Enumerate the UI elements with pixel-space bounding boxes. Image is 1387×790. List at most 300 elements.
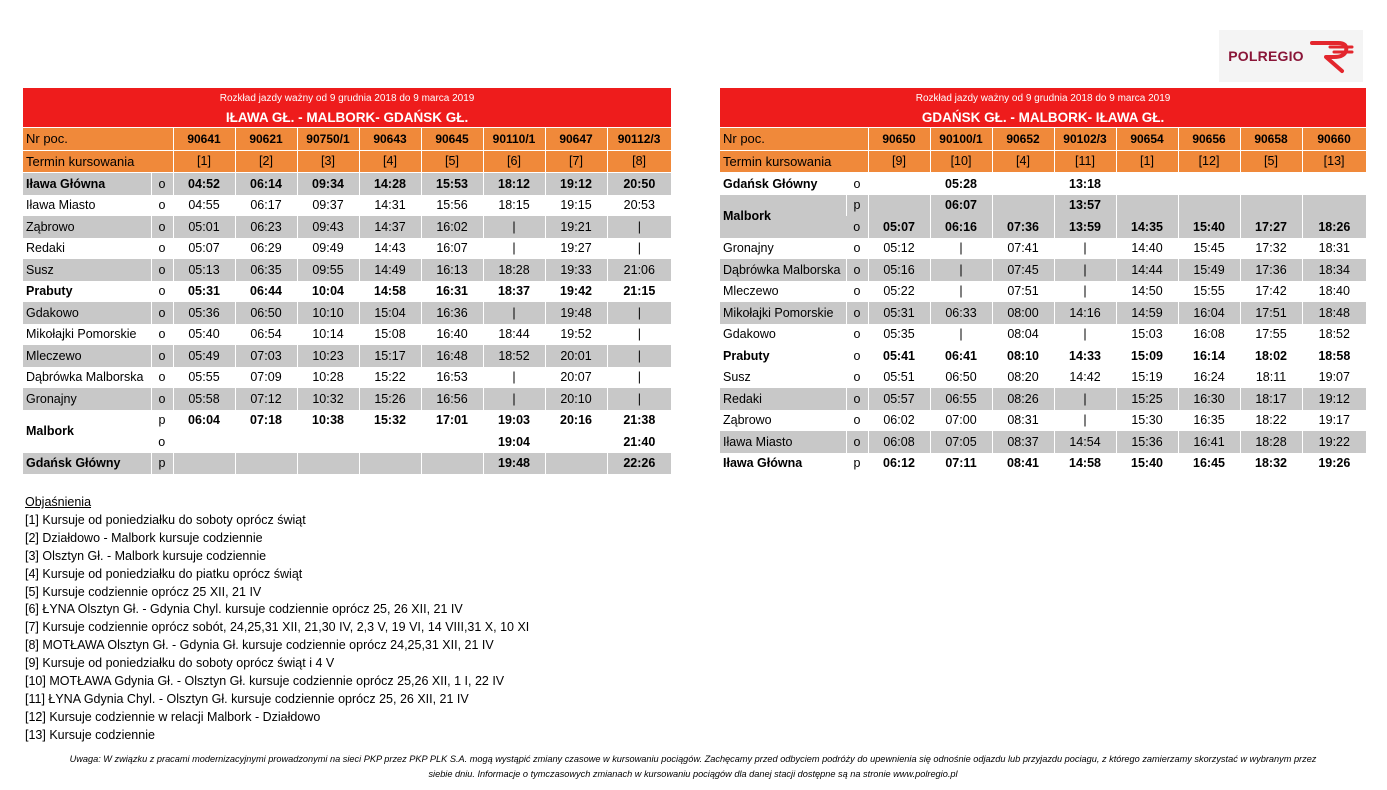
- time-cell: [545, 431, 607, 453]
- time-cell: 18:48: [1302, 302, 1366, 324]
- train-number: 90110/1: [483, 128, 545, 151]
- polregio-mark-icon: [1308, 37, 1354, 75]
- train-number: 90652: [992, 128, 1054, 151]
- time-cell: 19:42: [545, 281, 607, 303]
- explanation-item: [9] Kursuje od poniedziałku do soboty oprócz świąt i 4 V: [25, 656, 335, 671]
- time-cell: 18:15: [483, 195, 545, 217]
- time-cell: 18:17: [1240, 388, 1302, 410]
- time-cell: 20:50: [607, 173, 671, 195]
- footer-note: [28, 752, 1358, 782]
- station-name: Iława Miasto: [720, 431, 846, 453]
- station-name: Mleczewo: [723, 284, 779, 299]
- station-name: Ząbrowo: [723, 413, 772, 428]
- time-cell: 05:22: [868, 281, 930, 303]
- time-cell: 16:07: [421, 238, 483, 260]
- station-name: Gdakowo: [23, 302, 151, 324]
- days-code: [4]: [359, 150, 421, 173]
- time-cell: [1240, 195, 1302, 217]
- time-cell: 16:13: [421, 259, 483, 281]
- time-cell: 15:36: [1116, 431, 1178, 453]
- time-cell: 18:34: [1302, 259, 1366, 281]
- explanation-item: [13] Kursuje codziennie: [25, 727, 155, 742]
- time-cell: 14:54: [1054, 431, 1116, 453]
- time-cell: 06:33: [930, 302, 992, 324]
- train-number: 90650: [868, 128, 930, 151]
- time-cell: 05:01: [173, 216, 235, 238]
- train-number: 90100/1: [930, 128, 992, 151]
- timetable-row: [23, 345, 671, 367]
- time-cell: 18:26: [1302, 216, 1366, 238]
- timetable-row: [720, 238, 1366, 260]
- time-cell: [173, 431, 235, 453]
- time-cell: 20:16: [545, 410, 607, 432]
- time-cell: 06:44: [235, 281, 297, 303]
- time-cell: 06:08: [868, 431, 930, 453]
- time-cell: 18:32: [1240, 453, 1302, 475]
- time-cell: 20:01: [545, 345, 607, 367]
- time-cell: 18:02: [1240, 345, 1302, 367]
- time-cell: 19:48: [545, 302, 607, 324]
- station-name: Mikołajki Pomorskie: [720, 302, 846, 324]
- days-label: Termin kursowania: [720, 150, 868, 173]
- timetable-row: [720, 410, 1366, 432]
- time-cell: |: [930, 238, 992, 260]
- time-cell: 10:28: [297, 367, 359, 389]
- arrival-departure-marker: o: [846, 302, 868, 324]
- explanation-item: [8] MOTŁAWA Olsztyn Gł. - Gdynia Gł. kursuje codziennie oprócz 24,25,31 XII, 21 IV: [25, 638, 494, 653]
- time-cell: 15:45: [1178, 238, 1240, 260]
- time-cell: 04:52: [173, 173, 235, 195]
- time-cell: 07:36: [992, 216, 1054, 238]
- station-name: Mikołajki Pomorskie: [26, 327, 137, 342]
- arrival-departure-marker: p: [846, 453, 868, 475]
- arrival-departure-marker: o: [846, 281, 868, 303]
- time-cell: 06:35: [235, 259, 297, 281]
- time-cell: 08:00: [992, 302, 1054, 324]
- time-cell: 16:35: [1178, 410, 1240, 432]
- time-cell: 18:37: [483, 281, 545, 303]
- time-cell: 14:42: [1054, 367, 1116, 389]
- time-cell: 19:12: [1302, 388, 1366, 410]
- train-number: 90641: [173, 128, 235, 151]
- time-cell: 05:36: [173, 302, 235, 324]
- time-cell: 19:03: [483, 410, 545, 432]
- arrival-departure-marker: o: [846, 367, 868, 389]
- time-cell: [868, 195, 930, 217]
- time-cell: 15:26: [359, 388, 421, 410]
- time-cell: 20:53: [607, 195, 671, 217]
- explanation-item: [3] Olsztyn Gł. - Malbork kursuje codziennie: [25, 548, 267, 563]
- timetable-row: [23, 324, 671, 346]
- time-cell: 05:35: [868, 324, 930, 346]
- station-name: Susz: [723, 370, 751, 385]
- train-number-row: [23, 128, 671, 151]
- time-cell: 05:51: [868, 367, 930, 389]
- time-cell: 15:17: [359, 345, 421, 367]
- time-cell: 15:49: [1178, 259, 1240, 281]
- time-cell: 21:15: [607, 281, 671, 303]
- arrival-departure-marker: o: [151, 281, 173, 303]
- arrival-departure-marker: o: [151, 173, 173, 195]
- station-name: Gdakowo: [723, 327, 776, 342]
- arrival-departure-marker: o: [158, 434, 166, 449]
- time-cell: |: [607, 388, 671, 410]
- station-name: Dąbrówka Malborska: [26, 370, 144, 385]
- time-cell: 08:41: [992, 453, 1054, 475]
- time-cell: |: [483, 216, 545, 238]
- time-cell: 05:55: [173, 367, 235, 389]
- time-cell: 21:06: [607, 259, 671, 281]
- arrival-departure-marker: o: [151, 324, 173, 346]
- time-cell: 05:49: [173, 345, 235, 367]
- time-cell: 06:29: [235, 238, 297, 260]
- time-cell: 10:10: [297, 302, 359, 324]
- explanation-item: [11] ŁYNA Gdynia Chyl. - Olsztyn Gł. kursuje codziennie oprócz 25, 26 XII, 21 IV: [25, 691, 469, 706]
- time-cell: 05:28: [930, 173, 992, 195]
- time-cell: 16:31: [421, 281, 483, 303]
- timetable-row: [720, 431, 1366, 453]
- days-label: Termin kursowania: [23, 150, 173, 173]
- time-cell: 07:03: [235, 345, 297, 367]
- time-cell: 15:19: [1116, 367, 1178, 389]
- time-cell: |: [483, 367, 545, 389]
- time-cell: 06:17: [235, 195, 297, 217]
- time-cell: 16:53: [421, 367, 483, 389]
- arrival-departure-marker: o: [151, 216, 173, 238]
- time-cell: |: [1054, 324, 1116, 346]
- time-cell: 04:55: [173, 195, 235, 217]
- time-cell: 14:16: [1054, 302, 1116, 324]
- explanation-item: [12] Kursuje codziennie w relacji Malbork - Działdowo: [25, 709, 321, 724]
- time-cell: 06:16: [930, 216, 992, 238]
- time-cell: 18:28: [1240, 431, 1302, 453]
- days-code: [1]: [1116, 150, 1178, 173]
- time-cell: 08:37: [992, 431, 1054, 453]
- time-cell: 09:37: [297, 195, 359, 217]
- train-number-row: [720, 128, 1366, 151]
- train-number: 90654: [1116, 128, 1178, 151]
- time-cell: |: [483, 302, 545, 324]
- time-cell: 06:23: [235, 216, 297, 238]
- time-cell: 18:40: [1302, 281, 1366, 303]
- time-cell: |: [930, 259, 992, 281]
- time-cell: 10:23: [297, 345, 359, 367]
- arrival-departure-marker: o: [151, 195, 173, 217]
- time-cell: |: [483, 388, 545, 410]
- time-cell: 16:41: [1178, 431, 1240, 453]
- time-cell: 09:43: [297, 216, 359, 238]
- arrival-departure-marker: o: [846, 173, 868, 195]
- timetable-row: [23, 388, 671, 410]
- time-cell: [992, 173, 1054, 195]
- time-cell: [1178, 195, 1240, 217]
- time-cell: 06:50: [930, 367, 992, 389]
- days-row: [720, 150, 1366, 173]
- time-cell: 14:28: [359, 173, 421, 195]
- time-cell: [235, 431, 297, 453]
- train-number: 90112/3: [607, 128, 671, 151]
- time-cell: [421, 431, 483, 453]
- time-cell: |: [1054, 388, 1116, 410]
- time-cell: 06:55: [930, 388, 992, 410]
- time-cell: |: [930, 324, 992, 346]
- footer-line-1: Uwaga: W związku z pracami modernizacyjnymi prowadzonymi na sieci PKP przez PKP PLK S.A. mogą wystąpić zmiany czasowe w kursowaniu pociągów. Zachęcamy przed odbyciem podróży do upewnienia się odnośnie odjazdu lub przyjazdu pociagu, z którego zamierzamy skorzystać w wybranym przez: [69, 754, 1317, 764]
- time-cell: 10:04: [297, 281, 359, 303]
- time-cell: 16:36: [421, 302, 483, 324]
- timetable-ilawa-gdansk: [23, 88, 672, 474]
- time-cell: 17:42: [1240, 281, 1302, 303]
- explanations-heading: Objaśnienia: [25, 495, 92, 509]
- time-cell: 05:58: [173, 388, 235, 410]
- time-cell: 15:32: [359, 410, 421, 432]
- station-name: Susz: [23, 259, 151, 281]
- timetable-row: [720, 259, 1366, 281]
- time-cell: 15:04: [359, 302, 421, 324]
- arrival-departure-marker: o: [846, 324, 868, 346]
- explanation-item: [5] Kursuje codziennie oprócz 25 XII, 21 IV: [25, 584, 262, 599]
- station-name: Ząbrowo: [23, 216, 151, 238]
- time-cell: 07:00: [930, 410, 992, 432]
- time-cell: 09:55: [297, 259, 359, 281]
- arrival-departure-marker: o: [151, 259, 173, 281]
- time-cell: 20:07: [545, 367, 607, 389]
- time-cell: [359, 431, 421, 453]
- time-cell: 07:09: [235, 367, 297, 389]
- days-code: [2]: [235, 150, 297, 173]
- time-cell: 19:33: [545, 259, 607, 281]
- train-number: 90645: [421, 128, 483, 151]
- time-cell: 07:45: [992, 259, 1054, 281]
- timetable-row: [720, 324, 1366, 346]
- days-code: [10]: [930, 150, 992, 173]
- station-name: Gdańsk Główny: [723, 176, 818, 191]
- explanation-item: [2] Działdowo - Malbork kursuje codziennie: [25, 530, 263, 545]
- time-cell: 05:41: [868, 345, 930, 367]
- time-cell: 06:54: [235, 324, 297, 346]
- timetable-row: [720, 345, 1366, 367]
- station-name: Dąbrówka Malborska: [720, 259, 846, 281]
- time-cell: 15:08: [359, 324, 421, 346]
- time-cell: 16:24: [1178, 367, 1240, 389]
- time-cell: 14:43: [359, 238, 421, 260]
- time-cell: 10:32: [297, 388, 359, 410]
- time-cell: 19:52: [545, 324, 607, 346]
- time-cell: 18:58: [1302, 345, 1366, 367]
- time-cell: [359, 453, 421, 475]
- time-cell: 07:05: [930, 431, 992, 453]
- time-cell: 18:31: [1302, 238, 1366, 260]
- timetable-row: [23, 453, 671, 475]
- route-title: IŁAWA GŁ. - MALBORK- GDAŃSK GŁ.: [23, 108, 671, 128]
- time-cell: 08:31: [992, 410, 1054, 432]
- time-cell: 18:12: [483, 173, 545, 195]
- time-cell: 15:53: [421, 173, 483, 195]
- timetable-row: [720, 367, 1366, 389]
- station-name: Gdańsk Główny: [23, 453, 151, 475]
- time-cell: [868, 173, 930, 195]
- time-cell: 14:49: [359, 259, 421, 281]
- time-cell: 14:58: [359, 281, 421, 303]
- timetable-row: [23, 302, 671, 324]
- time-cell: 16:02: [421, 216, 483, 238]
- timetable-row: [23, 195, 671, 217]
- train-number: 90643: [359, 128, 421, 151]
- validity-text: Rozkład jazdy ważny od 9 grudnia 2018 do 9 marca 2019: [23, 88, 671, 108]
- route-title: GDAŃSK GŁ. - MALBORK- IŁAWA GŁ.: [720, 108, 1366, 128]
- time-cell: [235, 453, 297, 475]
- time-cell: 16:08: [1178, 324, 1240, 346]
- timetable-gdansk-ilawa: [720, 88, 1367, 474]
- time-cell: 18:44: [483, 324, 545, 346]
- train-number: 90621: [235, 128, 297, 151]
- time-cell: 16:48: [421, 345, 483, 367]
- time-cell: 19:12: [545, 173, 607, 195]
- time-cell: 16:56: [421, 388, 483, 410]
- time-cell: 14:33: [1054, 345, 1116, 367]
- time-cell: [297, 431, 359, 453]
- time-cell: |: [607, 302, 671, 324]
- time-cell: 18:11: [1240, 367, 1302, 389]
- train-number: 90660: [1302, 128, 1366, 151]
- time-cell: 17:27: [1240, 216, 1302, 238]
- time-cell: 14:40: [1116, 238, 1178, 260]
- time-cell: |: [1054, 238, 1116, 260]
- days-row: [23, 150, 671, 173]
- time-cell: 14:50: [1116, 281, 1178, 303]
- time-cell: 08:04: [992, 324, 1054, 346]
- days-code: [12]: [1178, 150, 1240, 173]
- time-cell: 06:02: [868, 410, 930, 432]
- time-cell: 15:09: [1116, 345, 1178, 367]
- timetable-row: [23, 238, 671, 260]
- time-cell: [1240, 173, 1302, 195]
- time-cell: 07:18: [235, 410, 297, 432]
- days-code: [1]: [173, 150, 235, 173]
- time-cell: 05:13: [173, 259, 235, 281]
- train-number: 90656: [1178, 128, 1240, 151]
- time-cell: |: [607, 345, 671, 367]
- station-name: Mleczewo: [23, 345, 151, 367]
- arrival-departure-marker: o: [151, 345, 173, 367]
- time-cell: 05:57: [868, 388, 930, 410]
- time-cell: 13:57: [1054, 195, 1116, 217]
- time-cell: 14:31: [359, 195, 421, 217]
- time-cell: 14:37: [359, 216, 421, 238]
- time-cell: 16:45: [1178, 453, 1240, 475]
- time-cell: 16:40: [421, 324, 483, 346]
- time-cell: |: [607, 324, 671, 346]
- time-cell: 06:50: [235, 302, 297, 324]
- days-code: [7]: [545, 150, 607, 173]
- validity-text: Rozkład jazdy ważny od 9 grudnia 2018 do 9 marca 2019: [720, 88, 1366, 108]
- time-cell: 17:36: [1240, 259, 1302, 281]
- time-cell: 17:51: [1240, 302, 1302, 324]
- time-cell: 20:10: [545, 388, 607, 410]
- time-cell: 19:07: [1302, 367, 1366, 389]
- time-cell: 05:31: [173, 281, 235, 303]
- time-cell: [1116, 195, 1178, 217]
- station-name: Redaki: [720, 388, 846, 410]
- arrival-departure-marker: o: [846, 345, 868, 367]
- time-cell: 15:30: [1116, 410, 1178, 432]
- time-cell: 06:07: [930, 195, 992, 217]
- time-cell: 15:25: [1116, 388, 1178, 410]
- time-cell: 06:12: [868, 453, 930, 475]
- days-code: [3]: [297, 150, 359, 173]
- time-cell: 08:10: [992, 345, 1054, 367]
- time-cell: 21:38: [607, 410, 671, 432]
- station-name: Iława Miasto: [26, 198, 96, 213]
- days-code: [8]: [607, 150, 671, 173]
- time-cell: 19:15: [545, 195, 607, 217]
- timetable-row: [23, 173, 671, 195]
- station-name: Prabuty: [723, 348, 770, 363]
- timetable-row: [23, 216, 671, 238]
- explanation-item: [4] Kursuje od poniedziałku do piatku oprócz świąt: [25, 566, 303, 581]
- days-code: [13]: [1302, 150, 1366, 173]
- arrival-departure-marker: o: [846, 216, 868, 238]
- time-cell: [1116, 173, 1178, 195]
- train-number-label: Nr poc.: [720, 128, 868, 151]
- timetable-row: [720, 173, 1366, 195]
- time-cell: 07:41: [992, 238, 1054, 260]
- train-number: 90658: [1240, 128, 1302, 151]
- time-cell: 15:22: [359, 367, 421, 389]
- time-cell: 09:34: [297, 173, 359, 195]
- time-cell: 16:30: [1178, 388, 1240, 410]
- time-cell: |: [607, 238, 671, 260]
- arrival-departure-marker: p: [151, 410, 173, 432]
- timetable-row: [720, 453, 1366, 475]
- timetable-row: [720, 302, 1366, 324]
- station-name: Gronajny: [23, 388, 151, 410]
- time-cell: 15:03: [1116, 324, 1178, 346]
- time-cell: 19:21: [545, 216, 607, 238]
- time-cell: 05:31: [868, 302, 930, 324]
- time-cell: 15:56: [421, 195, 483, 217]
- days-code: [6]: [483, 150, 545, 173]
- time-cell: [1178, 173, 1240, 195]
- time-cell: 06:41: [930, 345, 992, 367]
- polregio-logo: [1219, 30, 1363, 82]
- time-cell: 14:58: [1054, 453, 1116, 475]
- time-cell: 16:04: [1178, 302, 1240, 324]
- arrival-departure-marker: o: [151, 302, 173, 324]
- time-cell: 14:59: [1116, 302, 1178, 324]
- time-cell: 08:26: [992, 388, 1054, 410]
- train-number: 90102/3: [1054, 128, 1116, 151]
- time-cell: 19:17: [1302, 410, 1366, 432]
- time-cell: 06:04: [173, 410, 235, 432]
- time-cell: 21:40: [607, 431, 671, 453]
- time-cell: 19:22: [1302, 431, 1366, 453]
- explanations: [25, 494, 529, 745]
- train-number: 90750/1: [297, 128, 359, 151]
- time-cell: 06:14: [235, 173, 297, 195]
- time-cell: [1302, 195, 1366, 217]
- timetable-row: [23, 281, 671, 303]
- time-cell: |: [1054, 410, 1116, 432]
- timetable-row: [720, 195, 1366, 217]
- days-code: [11]: [1054, 150, 1116, 173]
- time-cell: 10:38: [297, 410, 359, 432]
- time-cell: [421, 453, 483, 475]
- train-number: 90647: [545, 128, 607, 151]
- time-cell: |: [607, 216, 671, 238]
- arrival-departure-marker: o: [151, 238, 173, 260]
- time-cell: 05:16: [868, 259, 930, 281]
- time-cell: 15:40: [1116, 453, 1178, 475]
